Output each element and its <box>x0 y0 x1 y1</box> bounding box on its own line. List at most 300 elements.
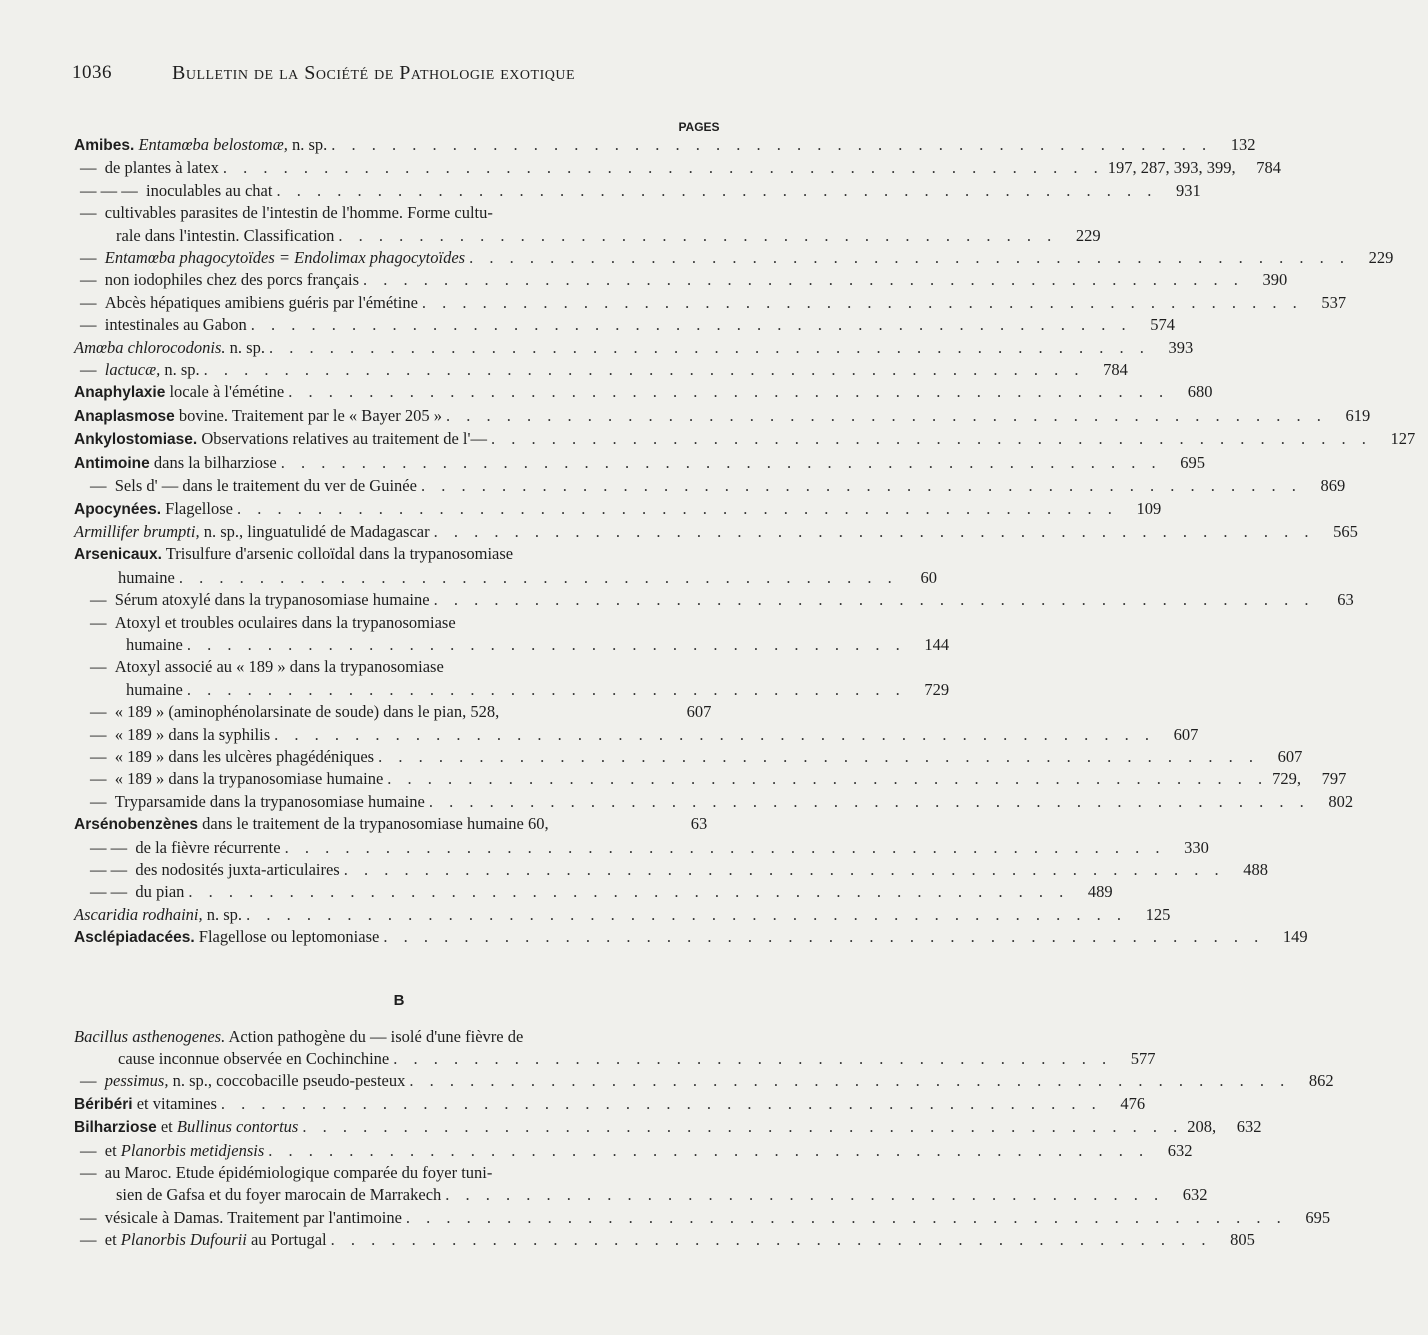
index-entry <box>74 202 1101 247</box>
entry-description: dans le traitement de la trypanosomiase humaine 60, <box>198 814 549 834</box>
leader-dots: . . . . . . . . . . . . . . . . . . . . . . . . . . . . . . . . . . . . <box>178 567 898 587</box>
entry-dash: — <box>90 476 115 496</box>
leader-dots: . . . . . . . . . . . . . . . . . . . . . . . . . . . . . . . . . . . . . . . . . . . . <box>331 135 1213 154</box>
entry-line <box>74 813 724 836</box>
entry-heading: Apocynées. <box>74 500 162 518</box>
leader-dots: . . . . . . . . . . . . . . . . . . . . . . . . . . . . . . . . . . . . . . . . . . . . <box>268 337 1150 357</box>
leader-dots: . . . . . . . . . . . . . . . . . . . . . . . . . . . . . . . . . . . . . . . . . . . . <box>188 882 1070 902</box>
leader-dots: . . . . . . . . . . . . . . . . . . . . . . . . . . . . . . . . . . . . . . . . . . . . <box>268 1140 1150 1160</box>
entry-line <box>74 926 1308 949</box>
leader-dots: . . . . . . . . . . . . . . . . . . . . . . . . . . . . . . . . . . . . . . . . . . . . <box>469 248 1350 268</box>
entry-description: de plantes à latex <box>104 158 219 178</box>
entry-description-tail: n. sp. <box>225 337 265 357</box>
entry-text <box>80 180 272 202</box>
leader-dots: . . . . . . . . . . . . . . . . . . . . . . . . . . . . . . . . . . . . <box>338 225 1058 245</box>
entry-text <box>90 881 184 903</box>
entry-continuation: humaine <box>118 567 175 587</box>
index-entry <box>74 292 1347 314</box>
entry-dash: — <box>80 1163 105 1183</box>
entry-line <box>74 837 1209 859</box>
entry-page: 607 <box>1173 724 1199 744</box>
entry-text <box>80 1229 327 1251</box>
entry-text <box>80 1207 402 1229</box>
entry-page: 680 <box>1187 382 1213 402</box>
entry-continuation: cause inconnue observée en Cochinchine <box>118 1049 390 1069</box>
entry-extra-refs: 729, <box>1272 769 1302 789</box>
index-entry <box>74 1162 1208 1207</box>
entry-description: Sérum atoxylé dans la trypanosomiase humaine <box>114 590 430 610</box>
entry-description: et <box>104 1140 121 1160</box>
entry-continuation: humaine <box>126 634 183 654</box>
entry-text <box>74 428 487 451</box>
entry-text <box>80 247 465 269</box>
entry-line <box>74 498 1162 521</box>
entry-text <box>90 589 430 611</box>
entry-page: 229 <box>1075 225 1101 245</box>
leader-dots: . . . . . . . . . . . . . . . . . . . . . . . . . . . . . . . . . . . . . . . . . . . . <box>220 1093 1102 1113</box>
index-entry <box>74 134 1256 157</box>
entry-text <box>90 746 374 768</box>
entry-description: « 189 » dans la syphilis <box>114 724 271 744</box>
leader-dots: . . . . . . . . . . . . . . . . . . . . . . . . . . . . . . . . . . . . . . . . . . . . <box>445 405 1327 425</box>
index-entry <box>74 701 724 723</box>
pages-column-label: PAGES <box>678 120 720 134</box>
index-entry <box>74 904 1171 926</box>
entry-continuation-line <box>74 1184 1208 1206</box>
entry-text <box>90 837 281 859</box>
leader-dots: . . . . . . . . . . . . . . . . . . . . . . . . . . . . . . . . . . . . . . . . . . . . <box>421 292 1303 312</box>
leader-dots: . . . . . . . . . . . . . . . . . . . . . . . . . . . . . . . . . . . . . . . . . . . . <box>330 1230 1212 1250</box>
entry-dash: — <box>90 702 115 722</box>
entry-line <box>74 180 1201 202</box>
entry-heading: Asclépiadacées. <box>74 929 195 947</box>
entry-line <box>74 1207 1331 1229</box>
entry-page: 862 <box>1308 1071 1334 1091</box>
index-entry <box>74 1116 1262 1139</box>
entry-text <box>90 791 425 813</box>
entry-line <box>74 292 1347 314</box>
index-entry <box>74 1093 1146 1116</box>
entry-line <box>74 1093 1146 1116</box>
index-entry <box>74 1207 1331 1229</box>
entry-dash: — — <box>90 860 136 879</box>
entry-taxon: Bullinus contortus <box>176 1117 299 1137</box>
entry-description: « 189 » dans les ulcères phagédéniques <box>114 746 375 766</box>
entry-page: 565 <box>1333 521 1358 541</box>
entry-description: intestinales au Gabon <box>104 315 247 335</box>
entry-line <box>74 269 1288 291</box>
entry-description: Observations relatives au traitement de l'— <box>197 429 487 449</box>
index-entries <box>74 134 1416 1252</box>
entry-line <box>74 1140 1193 1162</box>
leader-dots: . . . . . . . . . . . . . . . . . . . . . . . . . . . . . . . . . . . . . . . . . . . . <box>280 452 1162 472</box>
entry-text <box>90 701 499 723</box>
entry-line <box>74 428 1416 451</box>
entry-taxon: lactucæ, <box>104 360 161 380</box>
leader-dots: . . . . . . . . . . . . . . . . . . . . . . . . . . . . . . . . . . . . . . . . . . . . <box>276 180 1158 200</box>
entry-taxon: Ascaridia rodhaini, <box>74 904 203 924</box>
entry-line <box>74 791 1354 813</box>
entry-dash: — — — <box>80 180 146 200</box>
entry-text <box>74 543 513 566</box>
index-entry <box>74 543 937 589</box>
entry-page: 869 <box>1320 476 1346 496</box>
entry-text <box>74 337 265 359</box>
entry-dash: — <box>90 612 115 632</box>
entry-line <box>74 746 1303 768</box>
leader-dots: . . . . . . . . . . . . . . . . . . . . . . . . . . . . . . . . . . . . <box>186 634 906 654</box>
entry-page: 537 <box>1321 292 1347 312</box>
entry-line <box>74 656 724 678</box>
entry-page: 632 <box>1236 1117 1262 1137</box>
leader-dots: . . . . . . . . . . . . . . . . . . . . . . . . . . . . . . . . . . . . . . . . . . . . <box>363 270 1244 290</box>
entry-description-tail: n. sp. <box>287 135 328 154</box>
entry-line <box>74 405 1371 428</box>
entry-taxon: Entamœba belostomæ, <box>134 135 288 154</box>
entry-dash: — <box>80 203 105 223</box>
entry-text <box>74 498 233 521</box>
entry-line <box>74 859 1268 881</box>
entry-text <box>80 157 219 179</box>
entry-dash: — <box>90 746 115 766</box>
entry-page: 695 <box>1305 1207 1331 1227</box>
index-entry <box>74 612 950 657</box>
entry-heading: Béribéri <box>74 1095 133 1113</box>
leader-dots: . . . . . . . . . . . . . . . . . . . . . . . . . . . . . . . . . . . . . . . . . . . . <box>420 476 1302 496</box>
entry-description: Abcès hépatiques amibiens guéris par l'émétine <box>104 292 418 312</box>
entry-dash: — — <box>90 837 136 857</box>
entry-line <box>74 452 1205 475</box>
entry-dash: — <box>80 1140 105 1160</box>
entry-description: dans la bilharziose <box>149 452 277 472</box>
entry-text <box>74 452 277 475</box>
entry-page: 577 <box>1130 1049 1156 1069</box>
index-entry <box>74 381 1213 404</box>
entry-continuation-line <box>74 1048 1156 1070</box>
leader-dots: . . . . . . . . . . . . . . . . . . . . . . . . . . . . . . . . . . . . . . . . . . . . <box>274 724 1155 744</box>
entry-page: 797 <box>1321 769 1347 789</box>
leader-dots: . . . . . . . . . . . . . . . . . . . . . . . . . . . . . . . . . . . . . . . . . . . . <box>246 904 1127 924</box>
entry-page: 784 <box>1103 360 1128 380</box>
entry-description: et vitamines <box>132 1093 217 1113</box>
entry-description: au Maroc. Etude épidémiologique comparée du foyer tuni- <box>104 1163 493 1183</box>
index-entry <box>74 428 1416 451</box>
entry-description: inoculables au chat <box>146 180 273 200</box>
index-entry <box>74 724 1199 746</box>
entry-taxon: Planorbis metidjensis <box>120 1140 265 1160</box>
entry-taxon: Planorbis Dufourii <box>120 1230 247 1250</box>
index-entry <box>74 881 1113 903</box>
entry-description: vésicale à Damas. Traitement par l'antimoine <box>104 1207 402 1227</box>
entry-description: et <box>156 1117 177 1137</box>
entry-dash: — <box>80 1071 105 1091</box>
entry-text <box>74 1026 523 1048</box>
entry-dash: — <box>80 292 105 312</box>
entry-description: du pian <box>135 882 185 902</box>
index-entry <box>74 269 1288 291</box>
entry-description: et <box>104 1230 121 1250</box>
entry-text <box>90 859 340 881</box>
entry-page: 476 <box>1120 1093 1146 1113</box>
entry-taxon: Amœba chlorocodonis. <box>74 337 226 357</box>
index-entry <box>74 589 1354 611</box>
entry-line <box>74 589 1354 611</box>
entry-line <box>74 381 1213 404</box>
entry-page: 574 <box>1150 315 1176 335</box>
entry-page: 390 <box>1262 270 1288 290</box>
entry-description: Flagellose <box>161 498 233 518</box>
leader-dots: . . . . . . . . . . . . . . . . . . . . . . . . . . . . . . . . . . . . . . . . . . . . <box>387 769 1269 789</box>
entry-heading: Antimoine <box>74 454 150 472</box>
entry-description: « 189 » (aminophénolarsinate de soude) dans le pian, 528, <box>114 702 500 722</box>
entry-heading: Amibes. <box>74 137 135 154</box>
index-entry <box>74 337 1194 359</box>
index-entry <box>74 498 1162 521</box>
index-entry <box>74 405 1371 428</box>
entry-taxon: Entamœba phagocytoïdes = Endolimax phagocytoïdes <box>104 248 466 268</box>
entry-continuation: rale dans l'intestin. Classification <box>116 225 335 245</box>
entry-text <box>80 202 493 224</box>
entry-description: Tryparsamide dans la trypanosomiase humaine <box>114 791 425 811</box>
leader-dots: . . . . . . . . . . . . . . . . . . . . . . . . . . . . . . . . . . . . . . . . . . . . <box>491 429 1372 449</box>
entry-page: 695 <box>1180 452 1205 472</box>
entry-description: Flagellose ou leptomoniase <box>194 927 380 947</box>
entry-text <box>74 904 242 926</box>
entry-page: 632 <box>1167 1140 1193 1160</box>
section-letter-b: B <box>393 991 405 1009</box>
entry-description: Trisulfure d'arsenic colloïdal dans la trypanosomiase <box>161 544 514 564</box>
entry-text <box>80 314 247 336</box>
entry-line <box>74 337 1194 359</box>
entry-dash: — <box>90 769 115 789</box>
entry-text <box>80 269 359 291</box>
entry-text <box>74 521 430 543</box>
entry-text <box>90 475 417 497</box>
leader-dots: . . . . . . . . . . . . . . . . . . . . . . . . . . . . . . . . . . . . <box>186 679 906 699</box>
entry-text <box>90 612 456 634</box>
entry-page: 229 <box>1368 248 1394 268</box>
entry-heading: Anaphylaxie <box>74 384 166 402</box>
index-entry <box>74 859 1268 881</box>
index-entry <box>74 475 1346 497</box>
entry-description-tail: Action pathogène du — isolé d'une fièvre de <box>225 1026 524 1046</box>
entry-page: 393 <box>1168 337 1194 357</box>
entry-page: 619 <box>1345 405 1371 425</box>
entry-text <box>74 926 379 949</box>
entry-page: 931 <box>1175 180 1201 200</box>
leader-dots: . . . . . . . . . . . . . . . . . . . . . . . . . . . . . . . . . . . . <box>445 1185 1165 1205</box>
index-entry <box>74 521 1358 543</box>
entry-text <box>74 134 327 157</box>
entry-page: 632 <box>1182 1185 1208 1205</box>
entry-line <box>74 314 1176 336</box>
entry-page: 60 <box>920 567 937 587</box>
entry-continuation: sien de Gafsa et du foyer marocain de Marrakech <box>116 1185 442 1205</box>
entry-page: 729 <box>924 679 950 699</box>
entry-heading: Anaplasmose <box>74 407 175 425</box>
entry-description: de la fièvre récurrente <box>135 837 281 857</box>
entry-description: non iodophiles chez des porcs français <box>104 270 360 290</box>
entry-description-tail: au Portugal <box>246 1230 327 1250</box>
entry-line <box>74 612 724 634</box>
index-entry <box>74 247 1394 269</box>
entry-heading: Ankylostomiase. <box>74 431 198 449</box>
entry-heading: Bilharziose <box>74 1119 157 1137</box>
entry-line <box>74 881 1113 903</box>
entry-line <box>74 701 724 723</box>
entry-text <box>80 1070 405 1092</box>
entry-page: 63 <box>1337 590 1354 610</box>
entry-page: 125 <box>1145 904 1171 924</box>
leader-dots: . . . . . . . . . . . . . . . . . . . . . . . . . . . . . . . . . . . . . . . . . . . . <box>405 1207 1287 1227</box>
leader-dots: . . . . . . . . . . . . . . . . . . . . . . . . . . . . . . . . . . . . . . . . . . . . <box>284 837 1166 857</box>
page-number: 1036 <box>72 62 112 83</box>
entry-page: 127 <box>1390 429 1416 449</box>
entry-line <box>74 724 1199 746</box>
entry-description-tail: n. sp., linguatulidé de Madagascar <box>199 521 430 541</box>
entry-dash: — <box>80 1207 105 1227</box>
entry-page: 802 <box>1328 791 1354 811</box>
entry-page: 109 <box>1136 498 1162 518</box>
entry-text <box>74 813 549 836</box>
entry-page: 132 <box>1230 135 1256 154</box>
entry-page: 488 <box>1243 860 1268 879</box>
leader-dots: . . . . . . . . . . . . . . . . . . . . . . . . . . . . . . . . . . . . . . . . . . . . <box>302 1117 1184 1137</box>
leader-dots: . . . . . . . . . . . . . . . . . . . . . . . . . . . . . . . . . . . . . . . . . . . . <box>378 746 1259 766</box>
entry-heading: Arsenicaux. <box>74 546 162 564</box>
index-entry <box>74 1070 1334 1092</box>
index-entry <box>74 157 1281 179</box>
entry-dash: — <box>90 791 115 811</box>
entry-extra-refs: 197, 287, 393, 399, <box>1107 158 1236 178</box>
entry-line <box>74 1116 1262 1139</box>
entry-dash: — <box>90 657 115 677</box>
index-entry <box>74 1026 1156 1071</box>
index-entry <box>74 1140 1193 1162</box>
entry-line <box>74 1026 724 1048</box>
entry-taxon: pessimus, <box>104 1071 169 1091</box>
index-entry <box>74 180 1201 202</box>
entry-continuation-line <box>74 225 1101 247</box>
entry-page: 784 <box>1256 158 1281 178</box>
entries-section-a <box>74 134 1416 950</box>
entry-page: 489 <box>1087 882 1113 902</box>
entry-line <box>74 1162 724 1184</box>
entry-dash: — <box>90 724 115 744</box>
entry-taxon: Bacillus asthenogenes. <box>74 1026 226 1046</box>
entry-line <box>74 157 1281 179</box>
entry-line <box>74 247 1394 269</box>
entry-page: 607 <box>686 702 712 722</box>
leader-dots: . . . . . . . . . . . . . . . . . . . . . . . . . . . . . . . . . . . . . . . . . . . . <box>250 315 1132 335</box>
entry-page: 144 <box>924 634 950 654</box>
entry-description: cultivables parasites de l'intestin de l'homme. Forme cultu- <box>104 203 493 223</box>
entry-description-tail: n. sp. <box>202 904 243 924</box>
leader-dots: . . . . . . . . . . . . . . . . . . . . . . . . . . . . . . . . . . . . . . . . . . . . <box>222 158 1104 178</box>
leader-dots: . . . . . . . . . . . . . . . . . . . . . . . . . . . . . . . . . . . . . . . . . . . . <box>288 382 1170 402</box>
entry-page: 330 <box>1184 837 1209 857</box>
entry-text <box>80 1140 264 1162</box>
entry-dash: — <box>80 248 105 268</box>
entry-continuation: humaine <box>126 679 183 699</box>
leader-dots: . . . . . . . . . . . . . . . . . . . . . . . . . . . . . . . . . . . . <box>393 1049 1113 1069</box>
entry-page: 805 <box>1230 1230 1255 1250</box>
entry-page: 63 <box>690 814 708 834</box>
entry-line <box>74 768 1347 790</box>
entry-line <box>74 359 1128 381</box>
entry-line <box>74 134 1256 157</box>
entry-description: Atoxyl et troubles oculaires dans la trypanosomiase <box>114 612 456 632</box>
leader-dots: . . . . . . . . . . . . . . . . . . . . . . . . . . . . . . . . . . . . . . . . . . . . <box>236 498 1118 518</box>
entry-heading: Arsénobenzènes <box>74 816 199 834</box>
index-entry <box>74 359 1128 381</box>
index-entry <box>74 813 724 836</box>
entry-dash: — <box>80 315 105 335</box>
index-entry <box>74 656 950 701</box>
entry-dash: — <box>80 1230 105 1250</box>
entry-line <box>74 543 724 566</box>
entry-continuation-line <box>74 679 950 701</box>
index-entry <box>74 791 1354 813</box>
leader-dots: . . . . . . . . . . . . . . . . . . . . . . . . . . . . . . . . . . . . . . . . . . . . <box>409 1071 1291 1091</box>
entry-line <box>74 521 1358 543</box>
entry-line <box>74 904 1171 926</box>
leader-dots: . . . . . . . . . . . . . . . . . . . . . . . . . . . . . . . . . . . . . . . . . . . . <box>203 360 1085 380</box>
entry-text <box>80 292 418 314</box>
index-entry <box>74 452 1205 475</box>
index-entry <box>74 837 1209 859</box>
entry-text <box>80 359 200 381</box>
entry-text <box>90 724 270 746</box>
index-entry <box>74 926 1308 949</box>
entry-description: Atoxyl associé au « 189 » dans la trypanosomiase <box>114 657 444 677</box>
entry-line <box>74 1070 1334 1092</box>
entry-line <box>74 475 1346 497</box>
entry-dash: — <box>80 158 105 178</box>
entry-text <box>74 1093 217 1116</box>
entry-description: bovine. Traitement par le « Bayer 205 » <box>174 405 442 425</box>
entry-dash: — — <box>90 882 136 902</box>
entry-dash: — <box>90 590 115 610</box>
entry-text <box>80 1162 492 1184</box>
entry-description: Sels d' — dans le traitement du ver de Guinée <box>114 476 417 496</box>
entry-dash: — <box>80 360 105 380</box>
entry-text <box>74 405 442 428</box>
entry-text <box>74 1116 298 1139</box>
entry-description-tail: n. sp., coccobacille pseudo-pesteux <box>168 1071 406 1091</box>
entry-continuation-line <box>74 634 950 656</box>
entry-continuation-line <box>74 567 937 589</box>
entry-page: 149 <box>1282 927 1308 947</box>
leader-dots: . . . . . . . . . . . . . . . . . . . . . . . . . . . . . . . . . . . . . . . . . . . . <box>383 927 1265 947</box>
journal-title: Bulletin de la Société de Pathologie exotique <box>172 62 576 84</box>
entry-extra-refs: 208, <box>1187 1117 1217 1137</box>
entry-line <box>74 1229 1255 1251</box>
entry-description: des nodosités juxta-articulaires <box>135 860 340 879</box>
entry-dash: — <box>80 270 105 290</box>
leader-dots: . . . . . . . . . . . . . . . . . . . . . . . . . . . . . . . . . . . . . . . . . . . . <box>428 791 1310 811</box>
index-entry <box>74 746 1303 768</box>
entry-taxon: Armillifer brumpti, <box>74 521 200 541</box>
leader-dots: . . . . . . . . . . . . . . . . . . . . . . . . . . . . . . . . . . . . . . . . . . . . <box>433 590 1315 610</box>
entry-description: locale à l'émétine <box>165 382 285 402</box>
index-entry <box>74 768 1347 790</box>
entry-text <box>74 381 284 404</box>
index-entry <box>74 314 1176 336</box>
leader-dots: . . . . . . . . . . . . . . . . . . . . . . . . . . . . . . . . . . . . . . . . . . . . <box>343 860 1225 879</box>
entry-line <box>74 202 724 224</box>
entry-description-tail: n. sp. <box>160 360 200 380</box>
